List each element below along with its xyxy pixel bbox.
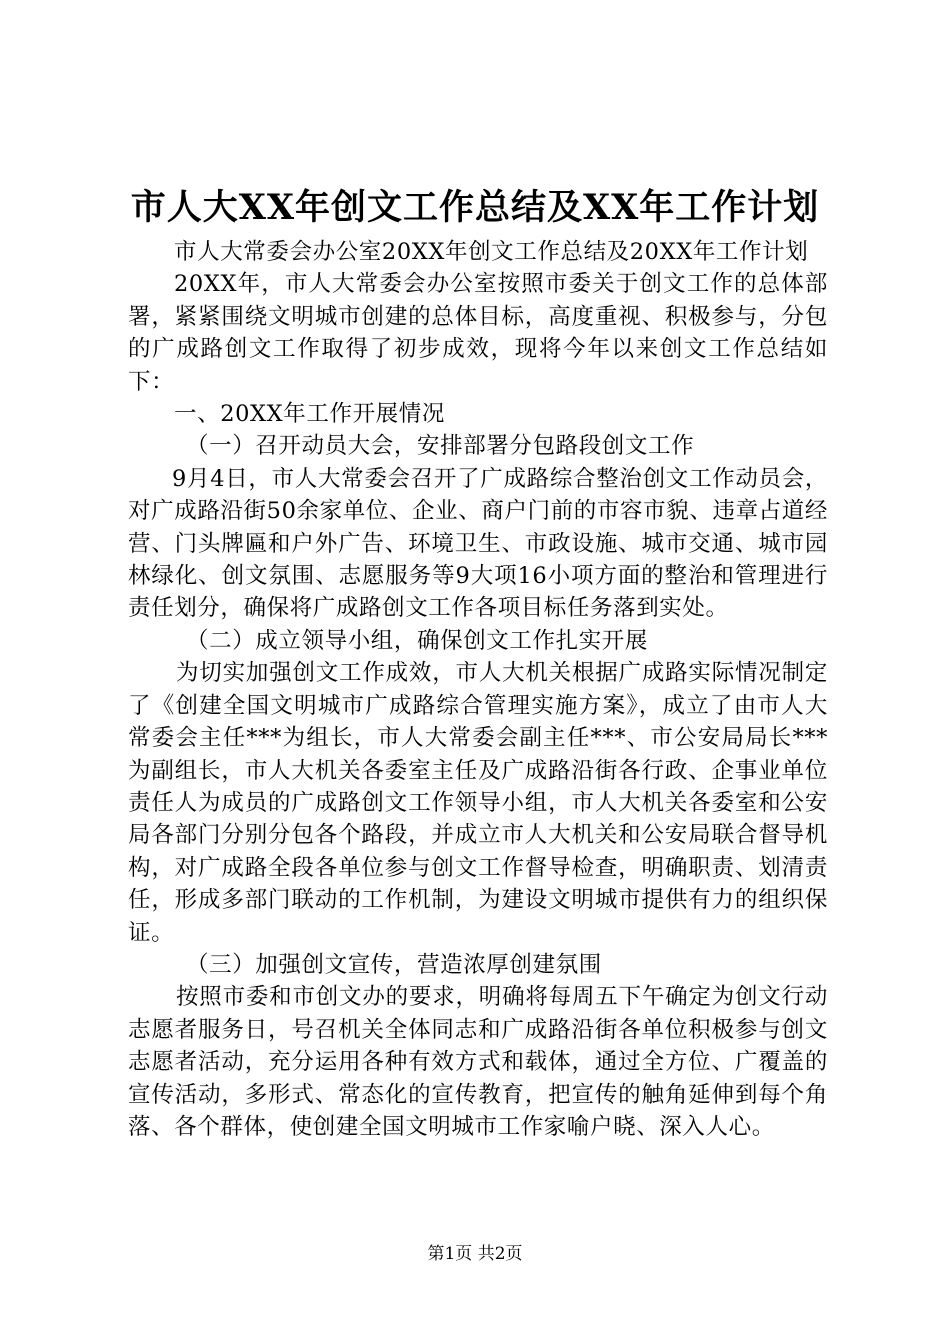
paragraph-body-1: 9月4日，市人大常委会召开了广成路综合整治创文工作动员会，对广成路沿街50余家单位、企业、商户门前的市容市貌、违章占道经营、门头牌匾和户外广告、环境卫生、市政设施、城市交通、城市园林绿化、创文氛围、志愿服务等9大项16小项方面的整治和管理进行责任划分，确保将广成路创文工作各项目标任务落到实处。 [128, 465, 828, 622]
paragraph-body-2: 为切实加强创文工作成效，市人大机关根据广成路实际情况制定了《创建全国文明城市广成路综合管理实施方案》，成立了由市人大常委会主任***为组长，市人大常委会副主任***、市公安局局长***为副组长，市人大机关各委室主任及广成路沿街各行政、企事业单位责任人为成员的广成路创文工作领导小组，市人大机关各委室和公安局各部门分别分包各个路段，并成立市人大机关和公安局联合督导机构，对广成路全段各单位参与创文工作督导检查，明确职责、划清责任，形成多部门联动的工作机制，为建设文明城市提供有力的组织保证。 [128, 660, 828, 946]
subsection-heading-1: （一）召开动员大会，安排部署分包路段创文工作 [186, 433, 695, 460]
document-title: 市人大XX年创文工作总结及XX年工作计划 [130, 187, 820, 228]
page-number-footer: 第1页 共2页 [427, 1244, 523, 1264]
paragraph-body-3: 按照市委和市创文办的要求，明确将每周五下午确定为创文行动志愿者服务日，号召机关全体同志和广成路沿街各单位积极参与创文志愿者活动，充分运用各种有效方式和载体，通过全方位、广覆盖的宣传活动，多形式、常态化的宣传教育，把宣传的触角延伸到每个角落、各个群体，使创建全国文明城市工作家喻户晓、深入人心。 [128, 984, 828, 1140]
document-body [128, 236, 828, 1143]
subsection-heading-3: （三）加强创文宣传，营造浓厚创建氛围 [186, 951, 602, 978]
section-heading-1: 一、20XX年工作开展情况 [174, 401, 445, 428]
paragraph-intro: 20XX年，市人大常委会办公室按照市委关于创文工作的总体部署，紧紧围绕文明城市创建的总体目标，高度重视、积极参与，分包的广成路创文工作取得了初步成效，现将今年以来创文工作总结如下： [128, 271, 828, 395]
paragraph-subtitle: 市人大常委会办公室20XX年创文工作总结及20XX年工作计划 [174, 239, 809, 265]
subsection-heading-2: （二）成立领导小组，确保创文工作扎实开展 [186, 627, 649, 654]
